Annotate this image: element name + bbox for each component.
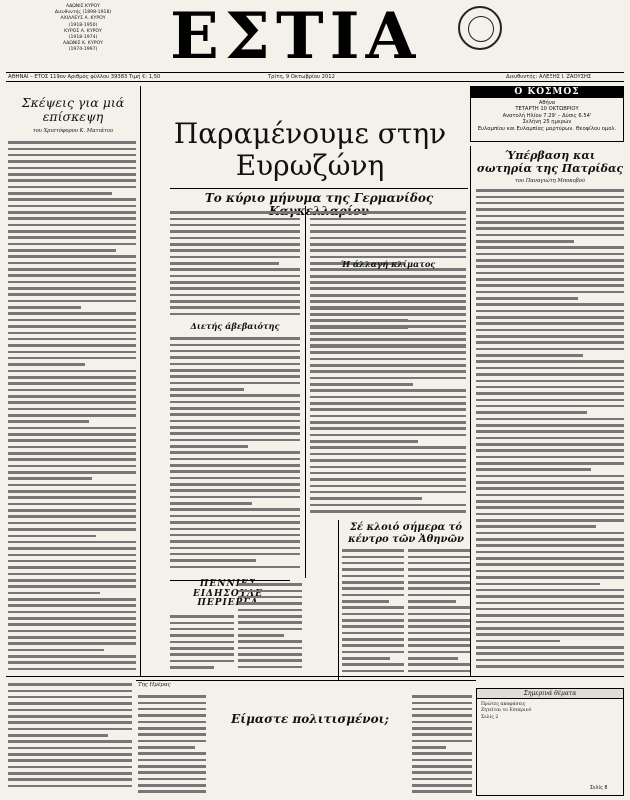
text-line xyxy=(238,607,302,613)
text-line xyxy=(310,464,466,470)
text-line xyxy=(8,784,132,790)
aside-box xyxy=(476,688,624,796)
text-line xyxy=(170,564,300,570)
text-line xyxy=(408,611,470,617)
text-line xyxy=(476,309,624,315)
text-line xyxy=(412,719,472,725)
founder-line: (1918-1974) xyxy=(68,35,98,41)
text-line xyxy=(476,302,624,308)
text-line xyxy=(310,280,466,286)
text-line xyxy=(8,514,136,520)
main-subhead-2: Ή άλλαγή κλίματος xyxy=(340,259,436,269)
text-line xyxy=(476,359,624,365)
text-line xyxy=(476,194,624,200)
text-line xyxy=(476,657,624,663)
main-headline: Παραμένουμε στην Ευρωζώνη xyxy=(173,117,447,182)
text-line xyxy=(310,369,466,375)
main-subheadline: Το κύριο μήνυμα της Γερμανίδος Καγκελλαρίου xyxy=(170,188,468,218)
text-line xyxy=(8,330,136,336)
left-article-body-cont xyxy=(8,682,132,796)
main-subhead-1: Διετής άβεβαιότης xyxy=(190,321,280,331)
text-line xyxy=(138,776,206,782)
text-line xyxy=(8,222,136,228)
text-line xyxy=(170,658,234,664)
text-line xyxy=(8,495,136,501)
bottom-section-label: Της Ημέρας xyxy=(136,680,476,690)
text-line xyxy=(476,664,624,670)
text-line xyxy=(170,431,300,437)
text-line xyxy=(8,667,136,673)
text-line xyxy=(476,531,624,537)
text-line xyxy=(8,311,136,317)
text-line xyxy=(476,473,624,479)
aside-line: Πρώτες αποφάσεις xyxy=(481,702,526,707)
text-line xyxy=(408,662,470,668)
founder-line: ΚΥΡΟΣ Α. ΚΥΡΟΥ xyxy=(64,28,102,34)
text-line xyxy=(170,216,300,222)
text-line xyxy=(310,235,466,241)
text-line xyxy=(8,292,136,298)
text-line xyxy=(170,639,234,645)
text-line xyxy=(476,378,624,384)
text-line xyxy=(342,669,404,675)
text-line xyxy=(342,554,404,560)
text-line xyxy=(412,776,472,782)
text-line xyxy=(170,495,300,501)
world-line: Αθήνα xyxy=(538,100,556,106)
text-line xyxy=(170,235,300,241)
left-article-title: Σκέψεις για μιά επίσκεψη xyxy=(21,95,125,124)
text-line xyxy=(476,270,624,276)
text-line xyxy=(170,620,234,626)
text-line xyxy=(8,726,132,732)
masthead-title: ΕΣΤΙΑ xyxy=(170,0,422,74)
text-line xyxy=(8,445,136,451)
feature-body xyxy=(170,614,234,676)
text-line xyxy=(412,738,472,744)
text-line xyxy=(8,483,136,489)
text-line xyxy=(8,299,136,305)
right-article-title: Ύπέρβαση και σωτηρία της Πατρίδας xyxy=(476,149,624,175)
founder-line: (1918-1950) xyxy=(68,22,98,28)
text-line xyxy=(412,789,472,795)
text-line xyxy=(476,562,624,568)
bottom-article-body xyxy=(412,694,472,796)
world-box-title: Ο ΚΟΣΜΟΣ xyxy=(471,87,623,98)
text-line xyxy=(342,650,404,656)
text-line xyxy=(8,387,136,393)
text-line xyxy=(476,347,624,353)
text-line xyxy=(8,552,136,558)
text-line xyxy=(138,789,206,795)
text-line xyxy=(476,251,624,257)
text-line xyxy=(476,321,624,327)
feature-body xyxy=(238,582,302,676)
center-article-title: Σέ κλοιό σήμερα τό κέντρο τῶν Ἀθηνῶν xyxy=(348,522,464,545)
text-line xyxy=(170,305,300,311)
founders-list xyxy=(8,4,158,54)
text-line xyxy=(476,543,624,549)
founder-line: ΑΔΩΝΙΣ Κ. ΚΥΡΟΥ xyxy=(63,41,103,47)
info-bar-issue: ΑΘΗΝΑΙ – ΕΤΟΣ 119ον Αριθμός φύλλου 39383 Τιμή €: 1,50 xyxy=(8,74,161,80)
text-line xyxy=(476,435,624,441)
text-line xyxy=(170,292,300,298)
left-article-body xyxy=(8,140,136,676)
text-line xyxy=(310,407,466,413)
world-line: Σελήνη 25 ημερών xyxy=(522,119,572,126)
column-rule xyxy=(140,86,141,676)
text-line xyxy=(8,349,136,355)
text-line xyxy=(170,526,300,532)
bottom-article-body xyxy=(138,694,206,796)
text-line xyxy=(476,493,624,499)
aside-title: Σημερινά θέματα xyxy=(477,689,623,699)
text-line xyxy=(476,600,624,606)
text-line xyxy=(138,738,206,744)
column-rule xyxy=(470,146,471,676)
text-line xyxy=(170,418,300,424)
bottom-headline: Είμαστε πολιτισμένοι; xyxy=(231,712,389,726)
text-line xyxy=(310,299,466,305)
text-line xyxy=(8,628,136,634)
text-line xyxy=(412,700,472,706)
center-article-body xyxy=(342,548,404,676)
text-line xyxy=(408,630,470,636)
text-line xyxy=(476,486,624,492)
text-line xyxy=(8,235,136,241)
founder-line: (1974-1997) xyxy=(68,47,98,53)
text-line xyxy=(342,643,404,649)
text-line xyxy=(342,573,404,579)
text-line xyxy=(342,662,404,668)
text-line xyxy=(170,312,300,318)
text-line xyxy=(238,645,302,651)
text-line xyxy=(342,611,404,617)
text-line xyxy=(170,476,300,482)
right-article-byline: του Παναγιώτη Μποκοβού xyxy=(514,178,586,184)
text-line xyxy=(8,571,136,577)
text-line xyxy=(408,643,470,649)
aside-line: Ζητείται το Εσπερινό xyxy=(481,708,532,714)
text-line xyxy=(8,641,136,647)
text-line xyxy=(310,356,466,362)
text-line xyxy=(8,184,136,190)
text-line xyxy=(476,454,624,460)
right-article-body xyxy=(476,188,624,676)
text-line xyxy=(170,254,300,260)
text-line xyxy=(476,213,624,219)
text-line xyxy=(8,688,132,694)
info-bar-director: Διευθυντής: ΑΛΕΞΗΣ Ι. ΖΑΟΥΣΗΣ xyxy=(506,74,592,80)
page-number: Σελίς 8 xyxy=(590,786,608,791)
world-line: ΤΕΤΑΡΤΗ 10 ΟΚΤΩΒΡΙΟΥ xyxy=(515,106,579,113)
text-line xyxy=(8,438,136,444)
text-line xyxy=(170,469,300,475)
aside-line: Σελίς 2 xyxy=(481,714,499,720)
text-line xyxy=(310,216,466,222)
text-line xyxy=(310,433,466,439)
text-line xyxy=(8,609,136,615)
text-line xyxy=(138,719,206,725)
text-line xyxy=(310,318,466,324)
text-line xyxy=(8,261,136,267)
main-article-body xyxy=(310,274,466,520)
text-line xyxy=(310,414,466,420)
text-line xyxy=(476,328,624,334)
text-line xyxy=(476,619,624,625)
text-line xyxy=(8,273,136,279)
text-line xyxy=(170,273,300,279)
world-line: Ευλαμπίου και Ευλαμπίας μαρτύρων. Θεοφίλου ομολ. xyxy=(477,125,617,132)
text-line xyxy=(310,445,466,451)
text-line xyxy=(170,488,300,494)
text-line xyxy=(170,545,300,551)
text-line xyxy=(476,283,624,289)
text-line xyxy=(170,399,300,405)
text-line xyxy=(310,502,466,508)
text-line xyxy=(8,165,136,171)
text-line xyxy=(408,650,470,656)
text-line xyxy=(476,290,624,296)
text-line xyxy=(8,707,132,713)
text-line xyxy=(8,764,132,770)
text-line xyxy=(476,232,624,238)
text-line xyxy=(8,464,136,470)
text-line xyxy=(170,438,300,444)
text-line xyxy=(138,757,206,763)
text-line xyxy=(310,376,466,382)
info-bar-date: Τρίτη, 9 Οκτωβρίου 2012 xyxy=(268,74,335,80)
text-line xyxy=(8,242,136,248)
text-line xyxy=(408,592,470,598)
text-line xyxy=(310,388,466,394)
text-line xyxy=(310,395,466,401)
text-line xyxy=(342,592,404,598)
text-line xyxy=(310,483,466,489)
text-line xyxy=(8,745,132,751)
text-line xyxy=(8,368,136,374)
seal-emblem-icon xyxy=(458,6,502,50)
text-line xyxy=(310,426,466,432)
column-rule xyxy=(305,206,306,578)
text-line xyxy=(138,700,206,706)
text-line xyxy=(238,626,302,632)
text-line xyxy=(8,777,132,783)
center-article-body xyxy=(408,548,470,676)
text-line xyxy=(310,337,466,343)
text-line xyxy=(8,457,136,463)
text-line xyxy=(408,573,470,579)
section-rule xyxy=(6,676,624,677)
text-line xyxy=(8,425,136,431)
text-line xyxy=(8,406,136,412)
text-line xyxy=(412,757,472,763)
feature-box-title: ΠΕΝΝΙΕΣ ΕΙΔΗΣΟΥΛΕ ΠΕΡΙΕΡΓΑ xyxy=(192,579,264,608)
world-line: Ανατολή Ηλίου 7.29' – Δύσις 6.54' xyxy=(502,112,592,119)
text-line xyxy=(170,665,234,671)
column-rule xyxy=(338,520,339,680)
text-line xyxy=(8,502,136,508)
text-line xyxy=(408,554,470,560)
text-line xyxy=(170,450,300,456)
founder-line: Διευθυντής (1898-1918) xyxy=(54,10,112,16)
founder-line: ΑΧΙΛΛΕΥΣ Α. ΚΥΡΟΥ xyxy=(60,16,106,22)
text-line xyxy=(170,380,300,386)
text-line xyxy=(170,361,300,367)
info-bar xyxy=(6,72,624,82)
text-line xyxy=(170,342,300,348)
text-line xyxy=(476,416,624,422)
text-line xyxy=(342,630,404,636)
text-line xyxy=(8,254,136,260)
text-line xyxy=(8,146,136,152)
text-line xyxy=(476,512,624,518)
text-line xyxy=(238,588,302,594)
text-line xyxy=(476,505,624,511)
text-line xyxy=(8,660,136,666)
text-line xyxy=(238,664,302,670)
main-article-body xyxy=(170,336,300,576)
text-line xyxy=(408,669,470,675)
main-article-body xyxy=(170,210,300,320)
left-article-byline: του Χριστόφορου Κ. Ματιάτου xyxy=(32,128,114,134)
text-line xyxy=(476,340,624,346)
text-line xyxy=(170,457,300,463)
text-line xyxy=(476,550,624,556)
text-line xyxy=(8,203,136,209)
text-line xyxy=(170,507,300,513)
world-box xyxy=(470,86,624,142)
text-line xyxy=(476,397,624,403)
founder-line: ΑΔΩΝΙΣ ΚΥΡΟΥ xyxy=(66,4,100,9)
text-line xyxy=(310,509,466,515)
text-line xyxy=(8,280,136,286)
